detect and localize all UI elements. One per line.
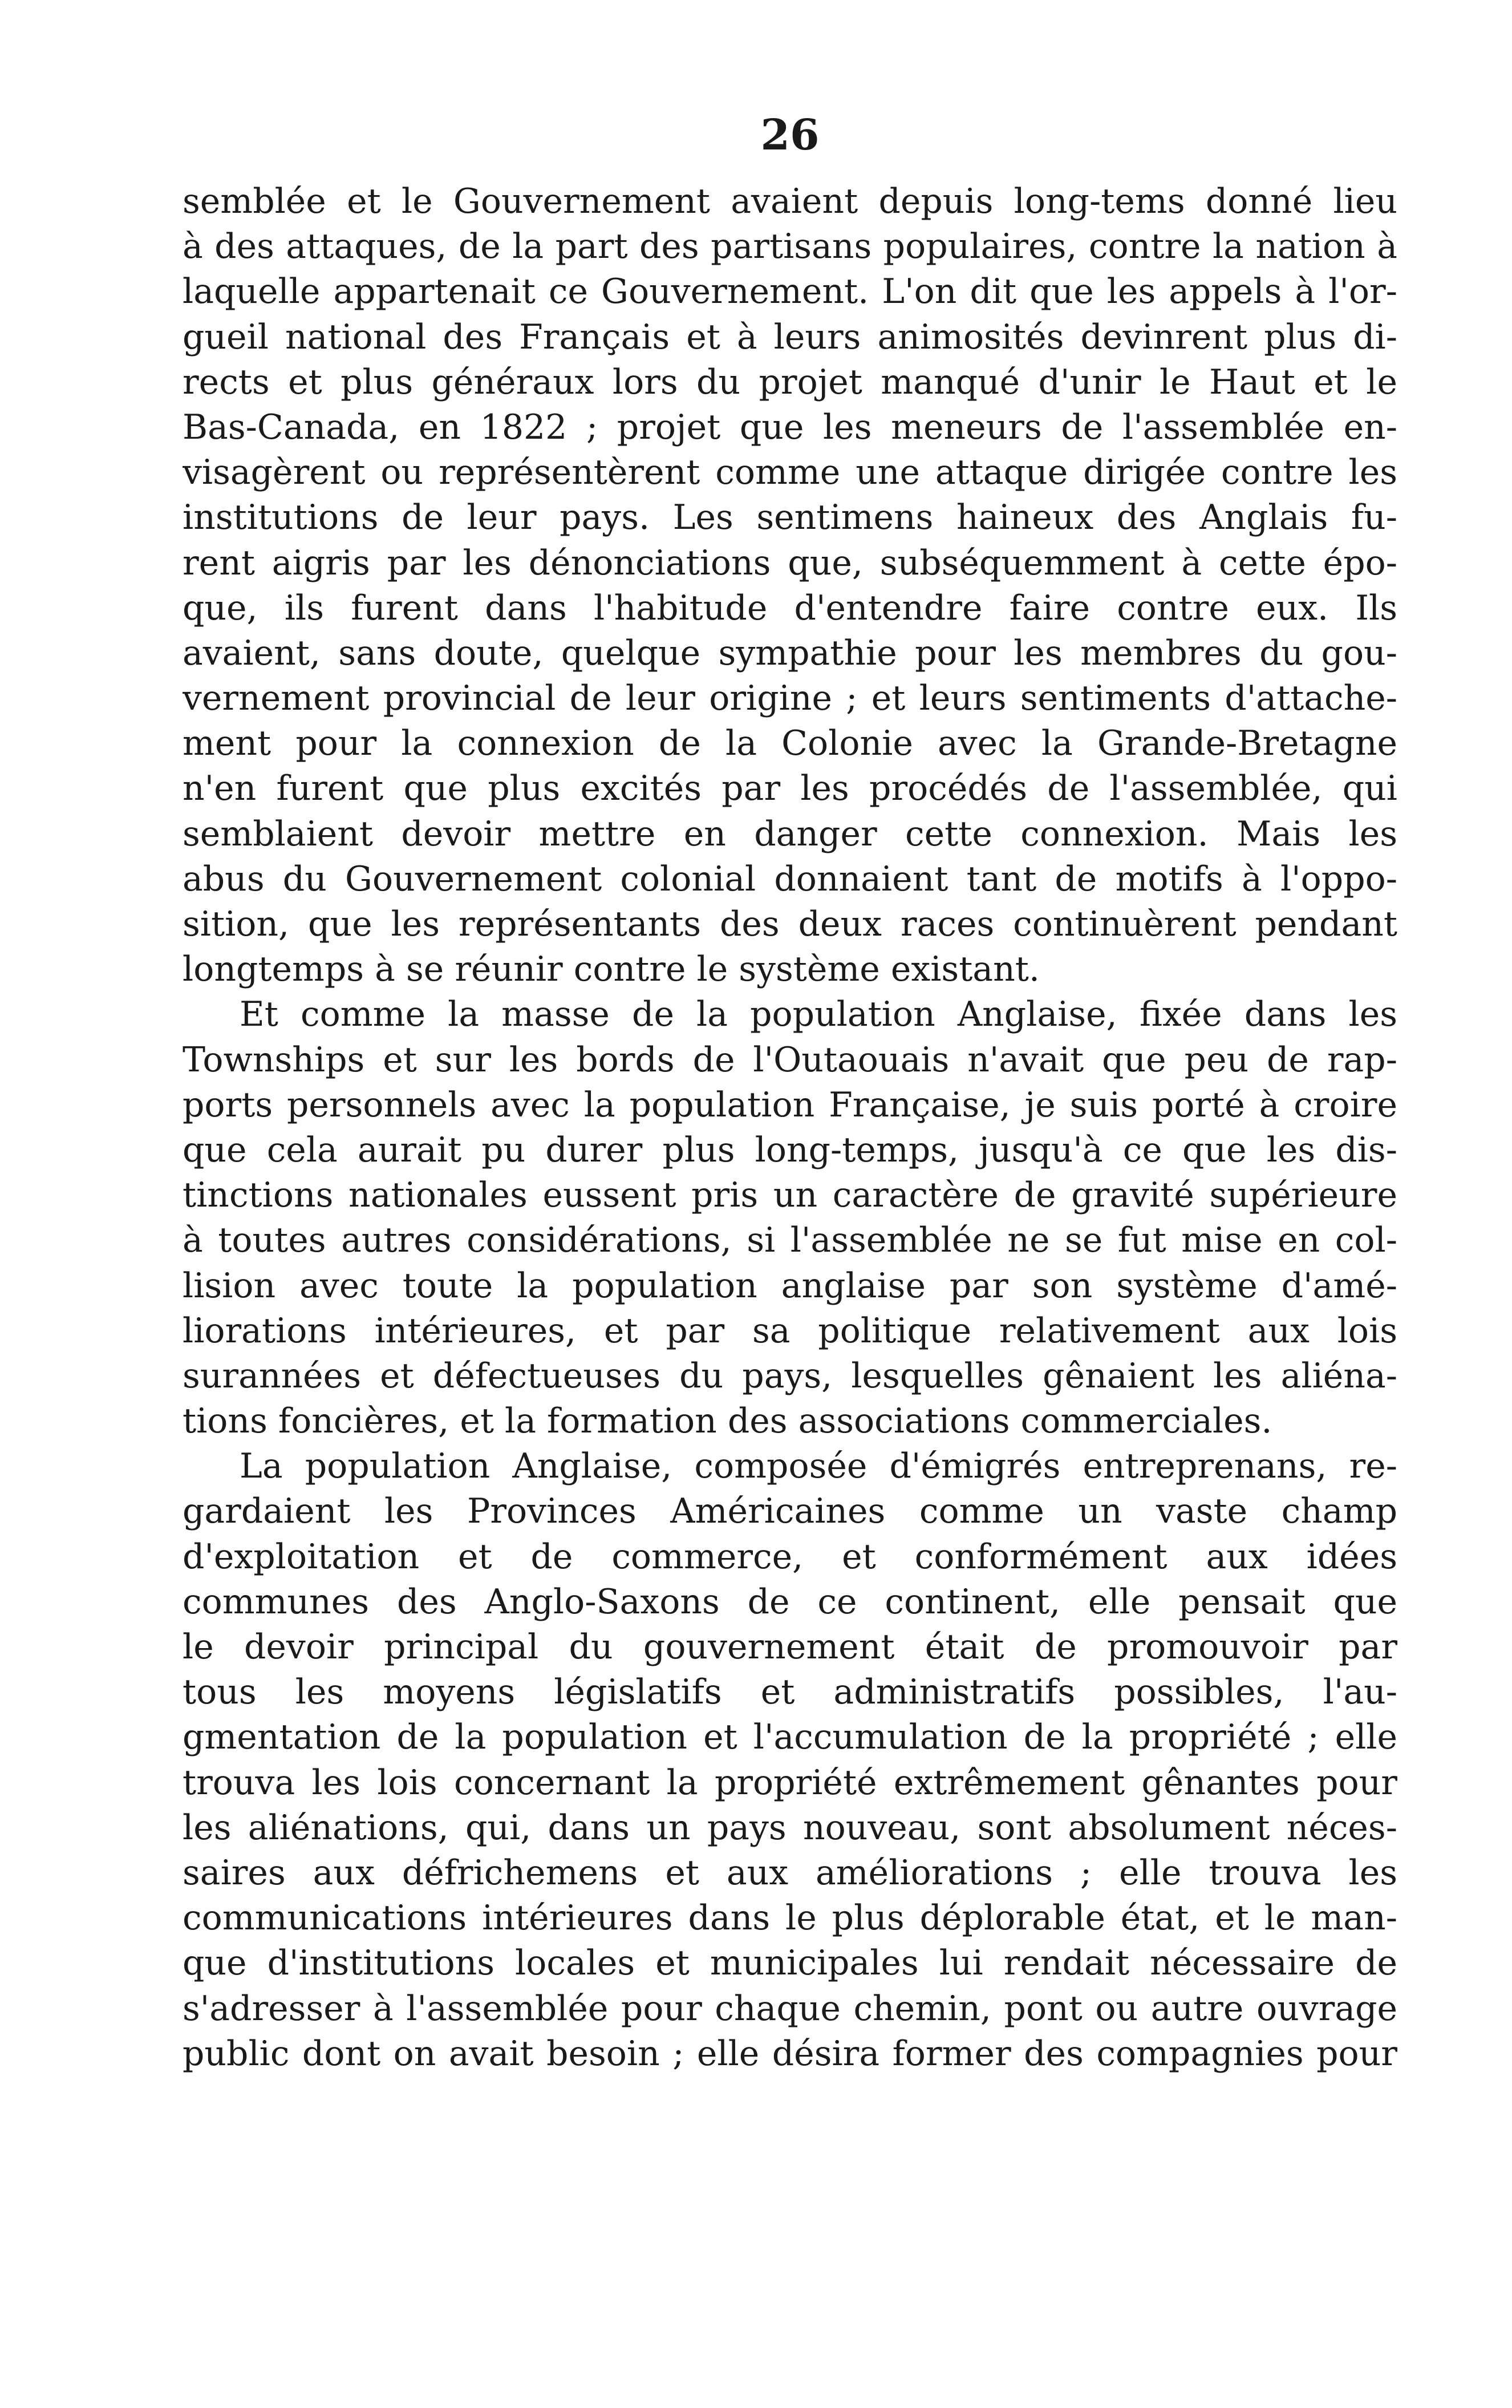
text-line: ment pour la connexion de la Colonie avec la Grande-Bretagne <box>183 723 1397 764</box>
text-line: semblaient devoir mettre en danger cette connexion. Mais les <box>183 814 1397 854</box>
page-number: 26 <box>760 111 820 160</box>
text-line: abus du Gouvernement colonial donnaient tant de motifs à l'oppo- <box>183 859 1397 899</box>
paragraph <box>183 1444 1397 2077</box>
text-line: liorations intérieures, et par sa politique relativement aux lois <box>183 1310 1397 1351</box>
text-line: à des attaques, de la part des partisans populaires, contre la nation à <box>183 226 1397 267</box>
paragraph <box>183 179 1397 992</box>
text-line: public dont on avait besoin ; elle désira former des compagnies pour <box>183 2033 1397 2074</box>
text-line: semblée et le Gouvernement avaient depuis long-tems donné lieu <box>183 181 1397 221</box>
text-line: que cela aurait pu durer plus long-temps, jusqu'à ce que les dis- <box>183 1130 1397 1170</box>
text-line: laquelle appartenait ce Gouvernement. L'on dit que les appels à l'or- <box>183 272 1397 312</box>
text-line: à toutes autres considérations, si l'assemblée ne se fut mise en col- <box>183 1220 1397 1261</box>
document-page <box>183 111 1397 2077</box>
text-line: avaient, sans doute, quelque sympathie pour les membres du gou- <box>183 633 1397 673</box>
text-line: sition, que les représentants des deux races continuèrent pendant <box>183 904 1397 944</box>
text-line: que, ils furent dans l'habitude d'entendre faire contre eux. Ils <box>183 588 1397 628</box>
text-line: d'exploitation et de commerce, et conformément aux idées <box>183 1536 1397 1577</box>
text-line: Townships et sur les bords de l'Outaouais n'avait que peu de rap- <box>183 1039 1397 1080</box>
text-line: Bas-Canada, en 1822 ; projet que les meneurs de l'assemblée en- <box>183 407 1397 447</box>
text-line: communications intérieures dans le plus déplorable état, et le man- <box>183 1898 1397 1938</box>
text-line: surannées et défectueuses du pays, lesquelles gênaient les aliéna- <box>183 1355 1397 1396</box>
text-line: visagèrent ou représentèrent comme une attaque dirigée contre les <box>183 452 1397 493</box>
text-line: gardaient les Provinces Américaines comme un vaste champ <box>183 1491 1397 1532</box>
text-line: saires aux défrichemens et aux améliorations ; elle trouva les <box>183 1852 1397 1893</box>
text-line: gueil national des Français et à leurs animosités devinrent plus di- <box>183 317 1397 357</box>
text-line: rent aigris par les dénonciations que, subséquemment à cette épo- <box>183 543 1397 583</box>
text-line: s'adresser à l'assemblée pour chaque chemin, pont ou autre ouvrage <box>183 1988 1397 2029</box>
text-line: La population Anglaise, composée d'émigrés entreprenans, re- <box>240 1446 1397 1487</box>
text-line: tinctions nationales eussent pris un caractère de gravité supérieure <box>183 1175 1397 1216</box>
text-line: trouva les lois concernant la propriété extrêmement gênantes pour <box>183 1762 1397 1803</box>
text-line: gmentation de la population et l'accumulation de la propriété ; elle <box>183 1717 1397 1758</box>
text-line: longtemps à se réunir contre le système existant. <box>183 949 1040 990</box>
paragraph <box>183 992 1397 1444</box>
text-line: institutions de leur pays. Les sentimens haineux des Anglais fu- <box>183 497 1397 538</box>
text-line: communes des Anglo-Saxons de ce continent, elle pensait que <box>183 1581 1397 1622</box>
text-line: lision avec toute la population anglaise par son système d'amé- <box>183 1265 1397 1306</box>
text-line: Et comme la masse de la population Anglaise, fixée dans les <box>240 994 1397 1035</box>
text-line: vernement provincial de leur origine ; et leurs sentiments d'attache- <box>183 678 1397 719</box>
text-line: que d'institutions locales et municipales lui rendait nécessaire de <box>183 1943 1397 1984</box>
text-line: les aliénations, qui, dans un pays nouveau, sont absolument néces- <box>183 1807 1397 1848</box>
text-block <box>183 179 1397 2077</box>
text-line: le devoir principal du gouvernement était de promouvoir par <box>183 1627 1397 1667</box>
text-line: tions foncières, et la formation des associations commerciales. <box>183 1401 1272 1442</box>
text-line: ports personnels avec la population Française, je suis porté à croire <box>183 1084 1397 1125</box>
text-line: rects et plus généraux lors du projet manqué d'unir le Haut et le <box>183 362 1397 402</box>
text-line: tous les moyens législatifs et administratifs possibles, l'au- <box>183 1672 1397 1713</box>
text-line: n'en furent que plus excités par les procédés de l'assemblée, qui <box>183 768 1397 809</box>
